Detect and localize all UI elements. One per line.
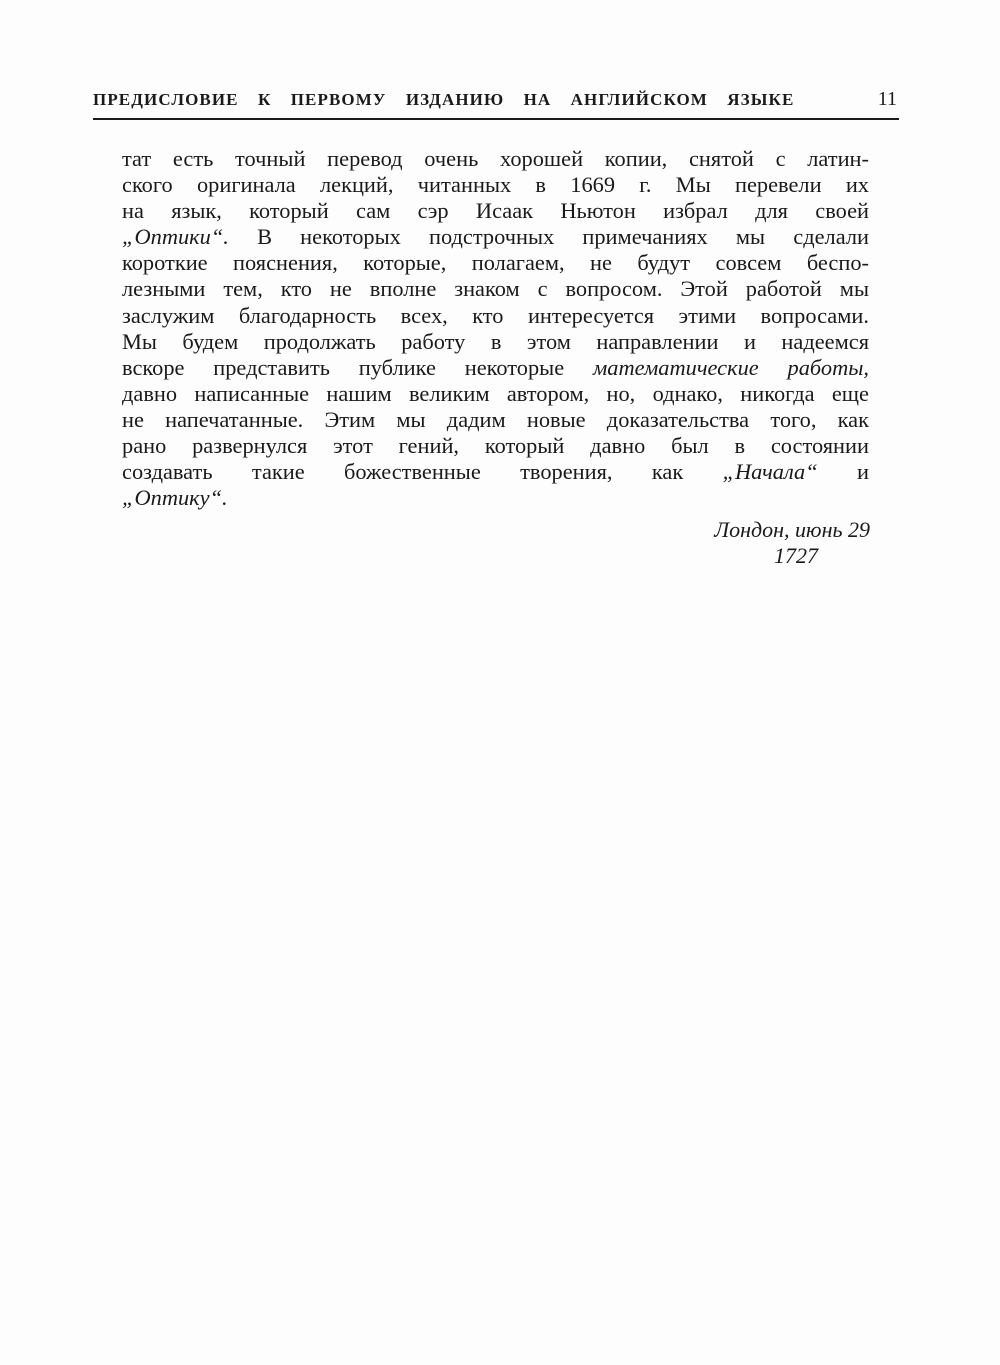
italic-math-works: математические работы, xyxy=(592,354,869,380)
text-line: ского оригинала лекций, читанных в 1669 г. Мы перевели их xyxy=(122,172,869,198)
text-line: на язык, который сам сэр Исаак Ньютон избрал для своей xyxy=(122,198,869,224)
text-line xyxy=(122,459,869,485)
text-line xyxy=(122,485,869,511)
italic-title-optics: „Оптику“. xyxy=(122,485,228,511)
text-line: рано развернулся этот гений, который давно был в состоянии xyxy=(122,433,869,459)
text-line xyxy=(122,355,869,381)
text-segment: вскоре представить публике некоторые xyxy=(122,354,593,380)
text-segment: создавать такие божественные творения, как xyxy=(122,459,723,485)
text-segment: и xyxy=(817,459,869,485)
page-number: 11 xyxy=(877,88,897,110)
italic-title-optics: „Оптики“. xyxy=(122,224,229,250)
text-line: не напечатанные. Этим мы дадим новые доказательства того, как xyxy=(122,406,869,432)
text-line xyxy=(122,224,869,250)
text-line: лезными тем, кто не вполне знаком с вопросом. Этой работой мы xyxy=(122,276,869,302)
text-line: заслужим благодарность всех, кто интересуется этими вопросами. xyxy=(122,302,869,328)
signature-year: 1727 xyxy=(774,543,818,568)
text-segment: В некоторых подстрочных примечаниях мы сделали xyxy=(228,224,869,250)
running-title: ПРЕДИСЛОВИЕ К ПЕРВОМУ ИЗДАНИЮ НА АНГЛИЙСКОМ ЯЗЫКЕ xyxy=(93,90,795,109)
running-head xyxy=(93,88,899,120)
signature-place-date: Лондон, июнь 29 xyxy=(714,517,870,542)
text-line: короткие пояснения, которые, полагаем, не будут совсем беспо- xyxy=(122,250,869,276)
signature-block xyxy=(600,517,870,569)
body-paragraph xyxy=(122,146,869,511)
italic-title-principia: „Начала“ xyxy=(722,459,818,485)
text-line: давно написанные нашим великим автором, но, однако, никогда еще xyxy=(122,380,869,406)
text-line: тат есть точный перевод очень хорошей копии, снятой с латин- xyxy=(122,146,869,171)
text-line: Мы будем продолжать работу в этом направлении и надеемся xyxy=(122,328,869,354)
